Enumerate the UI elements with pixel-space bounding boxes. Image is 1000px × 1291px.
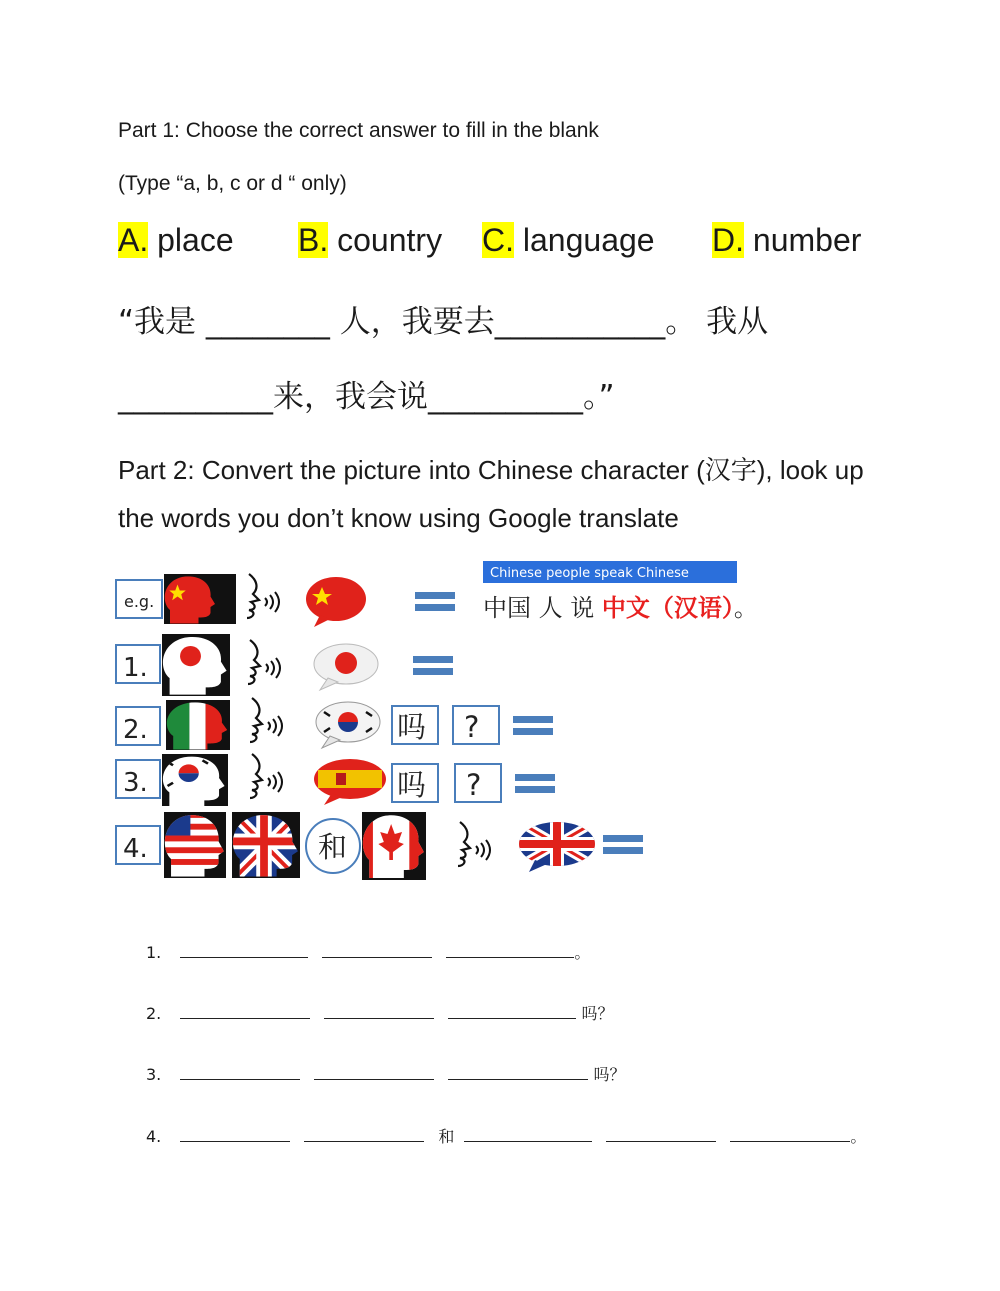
equals-icon xyxy=(413,656,453,675)
question-char: 吗 xyxy=(397,768,427,802)
answer-blank[interactable] xyxy=(180,1004,310,1019)
answer-blank[interactable] xyxy=(180,1065,300,1080)
speak-icon xyxy=(250,754,282,798)
part1-title: Part 1: Choose the correct answer to fill in the blank xyxy=(118,119,599,142)
row-label: 3. xyxy=(123,768,148,798)
answer-suffix: 吗？ xyxy=(588,1065,626,1084)
part1-instruction-note: (Type “a, b, c or d “ only) xyxy=(118,172,347,195)
answer-blank[interactable] xyxy=(448,1065,588,1080)
option-word: country xyxy=(328,222,443,258)
answer-blank[interactable] xyxy=(730,1127,850,1142)
option-d xyxy=(712,222,861,259)
equals-icon xyxy=(603,835,643,854)
speak-icon xyxy=(250,698,282,742)
option-a xyxy=(118,222,234,259)
option-letter: D. xyxy=(712,222,744,258)
row-label: 2. xyxy=(123,715,148,745)
answer-number: 1. xyxy=(146,943,162,962)
row-3 xyxy=(116,746,555,818)
speak-icon xyxy=(248,640,280,684)
japanese-flag-bubble-icon xyxy=(314,644,378,690)
question-char: 吗 xyxy=(397,710,427,744)
answer-blank[interactable] xyxy=(448,1004,576,1019)
fill-in-sentence-line-2: __________来，我会说__________。” xyxy=(118,379,615,415)
answer-blank[interactable] xyxy=(314,1065,434,1080)
answer-line-1 xyxy=(146,940,590,963)
question-mark: ? xyxy=(464,710,480,744)
example-sentence xyxy=(483,594,758,622)
answer-blank[interactable] xyxy=(606,1127,716,1142)
option-c xyxy=(482,222,655,259)
row-1 xyxy=(116,625,453,708)
answer-blank[interactable] xyxy=(464,1127,592,1142)
row-4 xyxy=(116,802,643,885)
answer-number: 3. xyxy=(146,1065,162,1084)
example-row xyxy=(116,561,758,634)
equals-icon xyxy=(515,774,555,793)
english-flag-bubble-icon xyxy=(519,822,595,872)
equals-icon xyxy=(415,592,455,611)
speak-icon xyxy=(247,574,279,618)
option-letter: A. xyxy=(118,222,149,258)
answer-line-3 xyxy=(146,1062,625,1085)
part2-instruction: Part 2: Convert the picture into Chinese character (汉字), look up the words you don’t know using Google translate xyxy=(118,455,864,533)
option-letter: C. xyxy=(482,222,514,258)
answer-number: 4. xyxy=(146,1127,162,1146)
italy-head-icon xyxy=(157,693,238,761)
canada-head-icon xyxy=(353,802,435,885)
answer-blank[interactable] xyxy=(322,943,432,958)
example-sentence-red: 中文（汉语） xyxy=(601,594,734,622)
option-word: language xyxy=(514,222,655,258)
option-word: place xyxy=(148,222,234,258)
answer-suffix: 。 xyxy=(850,1127,867,1146)
answer-number: 2. xyxy=(146,1004,162,1023)
row-label: 1. xyxy=(123,653,148,683)
option-b xyxy=(298,222,442,259)
answer-line-4 xyxy=(146,1124,866,1147)
picture-sentence-diagram xyxy=(0,555,1000,890)
answer-and: 和 xyxy=(438,1127,455,1146)
korean-flag-bubble-icon xyxy=(316,702,380,748)
and-char: 和 xyxy=(318,830,348,864)
row-2 xyxy=(116,693,553,761)
china-head-icon xyxy=(157,567,237,635)
equals-icon xyxy=(513,716,553,735)
answer-suffix: 。 xyxy=(574,943,591,962)
speak-icon xyxy=(458,822,490,866)
korea-head-icon xyxy=(153,746,236,818)
answer-blank[interactable] xyxy=(446,943,574,958)
row-label: 4. xyxy=(123,834,148,864)
question-mark: ? xyxy=(466,768,482,802)
example-sentence-black: 中国 人 说 xyxy=(483,594,602,622)
answer-suffix: 吗？ xyxy=(576,1004,614,1023)
example-sentence-end: 。 xyxy=(733,594,758,622)
spanish-flag-bubble-icon xyxy=(314,759,386,805)
example-caption: Chinese people speak Chinese xyxy=(490,566,689,581)
chinese-flag-bubble-icon xyxy=(306,577,366,627)
japan-head-icon xyxy=(153,625,239,708)
answer-line-2 xyxy=(146,1001,613,1024)
answer-blank[interactable] xyxy=(180,943,308,958)
option-word: number xyxy=(744,222,862,258)
usa-head-icon xyxy=(155,802,234,885)
option-letter: B. xyxy=(298,222,329,258)
answer-blank[interactable] xyxy=(324,1004,434,1019)
answer-blank[interactable] xyxy=(304,1127,424,1142)
fill-in-sentence-line-1: “我是 ________ 人，我要去___________。 我从 xyxy=(118,304,769,340)
uk-head-icon xyxy=(222,802,309,885)
example-label: e.g. xyxy=(124,592,155,611)
answer-blank[interactable] xyxy=(180,1127,290,1142)
